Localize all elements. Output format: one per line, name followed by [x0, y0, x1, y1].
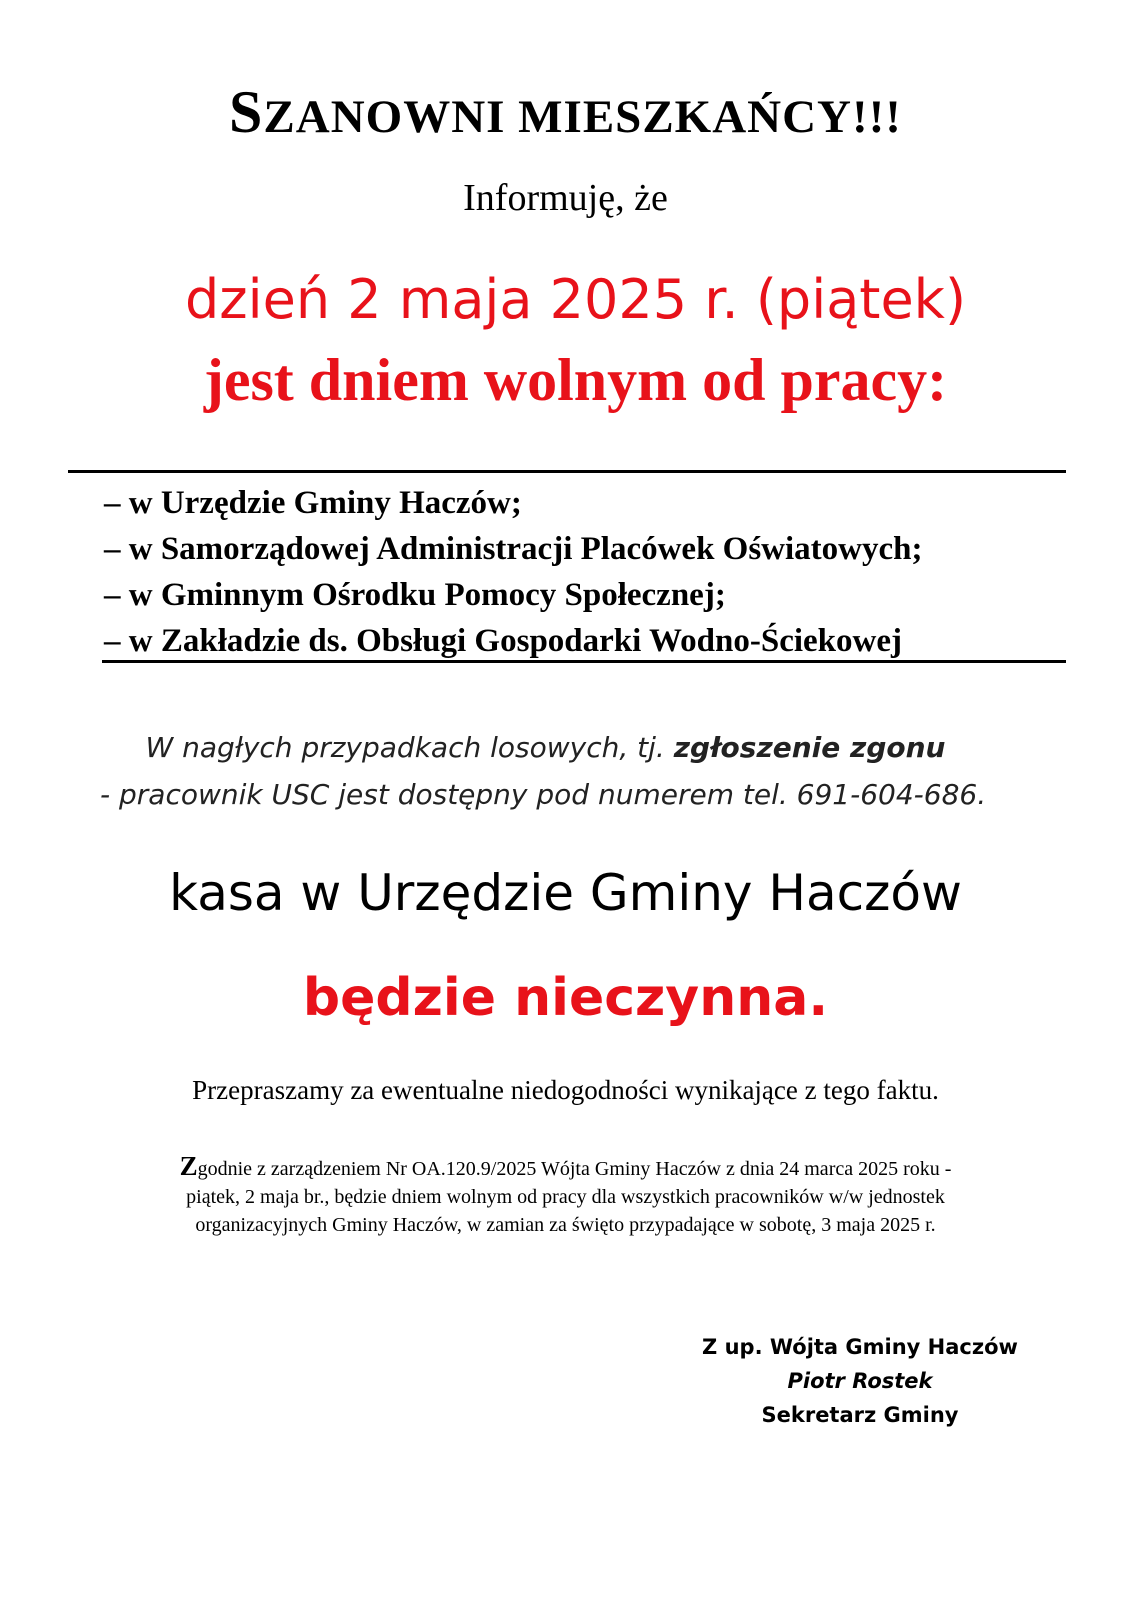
legal-initial: Z [179, 1151, 198, 1181]
signature-authority: Z up. Wójta Gminy Haczów [702, 1335, 1018, 1359]
list-item: – w Samorządowej Administracji Placówek Oświatowych; [104, 531, 923, 567]
list-item: – w Urzędzie Gminy Haczów; [104, 485, 522, 521]
day-off-announcement: jest dniem wolnym od pracy: [203, 347, 948, 413]
intro-text: Informuję, że [463, 177, 668, 219]
divider-bottom [102, 660, 1066, 663]
emergency-line-2: - pracownik USC jest dostępny pod numerem tel. 691-604-686. [100, 778, 987, 811]
cashier-line: kasa w Urzędzie Gminy Haczów [169, 864, 962, 922]
signature-name: Piotr Rostek [787, 1369, 933, 1393]
apology-text: Przepraszamy za ewentualne niedogodności wynikające z tego faktu. [192, 1075, 939, 1105]
title-rest: ZANOWNI MIESZKAŃCY!!! [263, 91, 902, 143]
legal-line-2: piątek, 2 maja br., będzie dniem wolnym od pracy dla wszystkich pracowników w/w jednostek [186, 1186, 945, 1208]
signature-block [700, 1330, 1020, 1432]
signature-role: Sekretarz Gminy [761, 1403, 959, 1427]
units-list [104, 480, 923, 664]
legal-line-3: organizacyjnych Gminy Haczów, w zamian za święto przypadające w sobotę, 3 maja 2025 r. [195, 1214, 936, 1236]
legal-line-1-text: godnie z zarządzeniem Nr OA.120.9/2025 Wójta Gminy Haczów z dnia 24 marca 2025 roku - [197, 1158, 952, 1180]
list-item: – w Gminnym Ośrodku Pomocy Społecznej; [104, 577, 726, 613]
list-item: – w Zakładzie ds. Obsługi Gospodarki Wodno-Ściekowej [104, 623, 902, 659]
date-announcement: dzień 2 maja 2025 r. (piątek) [184, 268, 967, 331]
emergency-bold: zgłoszenie zgonu [673, 731, 946, 764]
divider-top [68, 470, 1066, 473]
cashier-closed: będzie nieczynna. [302, 968, 829, 1028]
legal-note [110, 1152, 1021, 1239]
title-initial: S [229, 79, 264, 145]
legal-line-1 [110, 1152, 1021, 1183]
page-title [0, 78, 1131, 147]
emergency-line-1 [0, 731, 1111, 764]
emergency-prefix: W nagłych przypadkach losowych, tj. [145, 731, 674, 764]
